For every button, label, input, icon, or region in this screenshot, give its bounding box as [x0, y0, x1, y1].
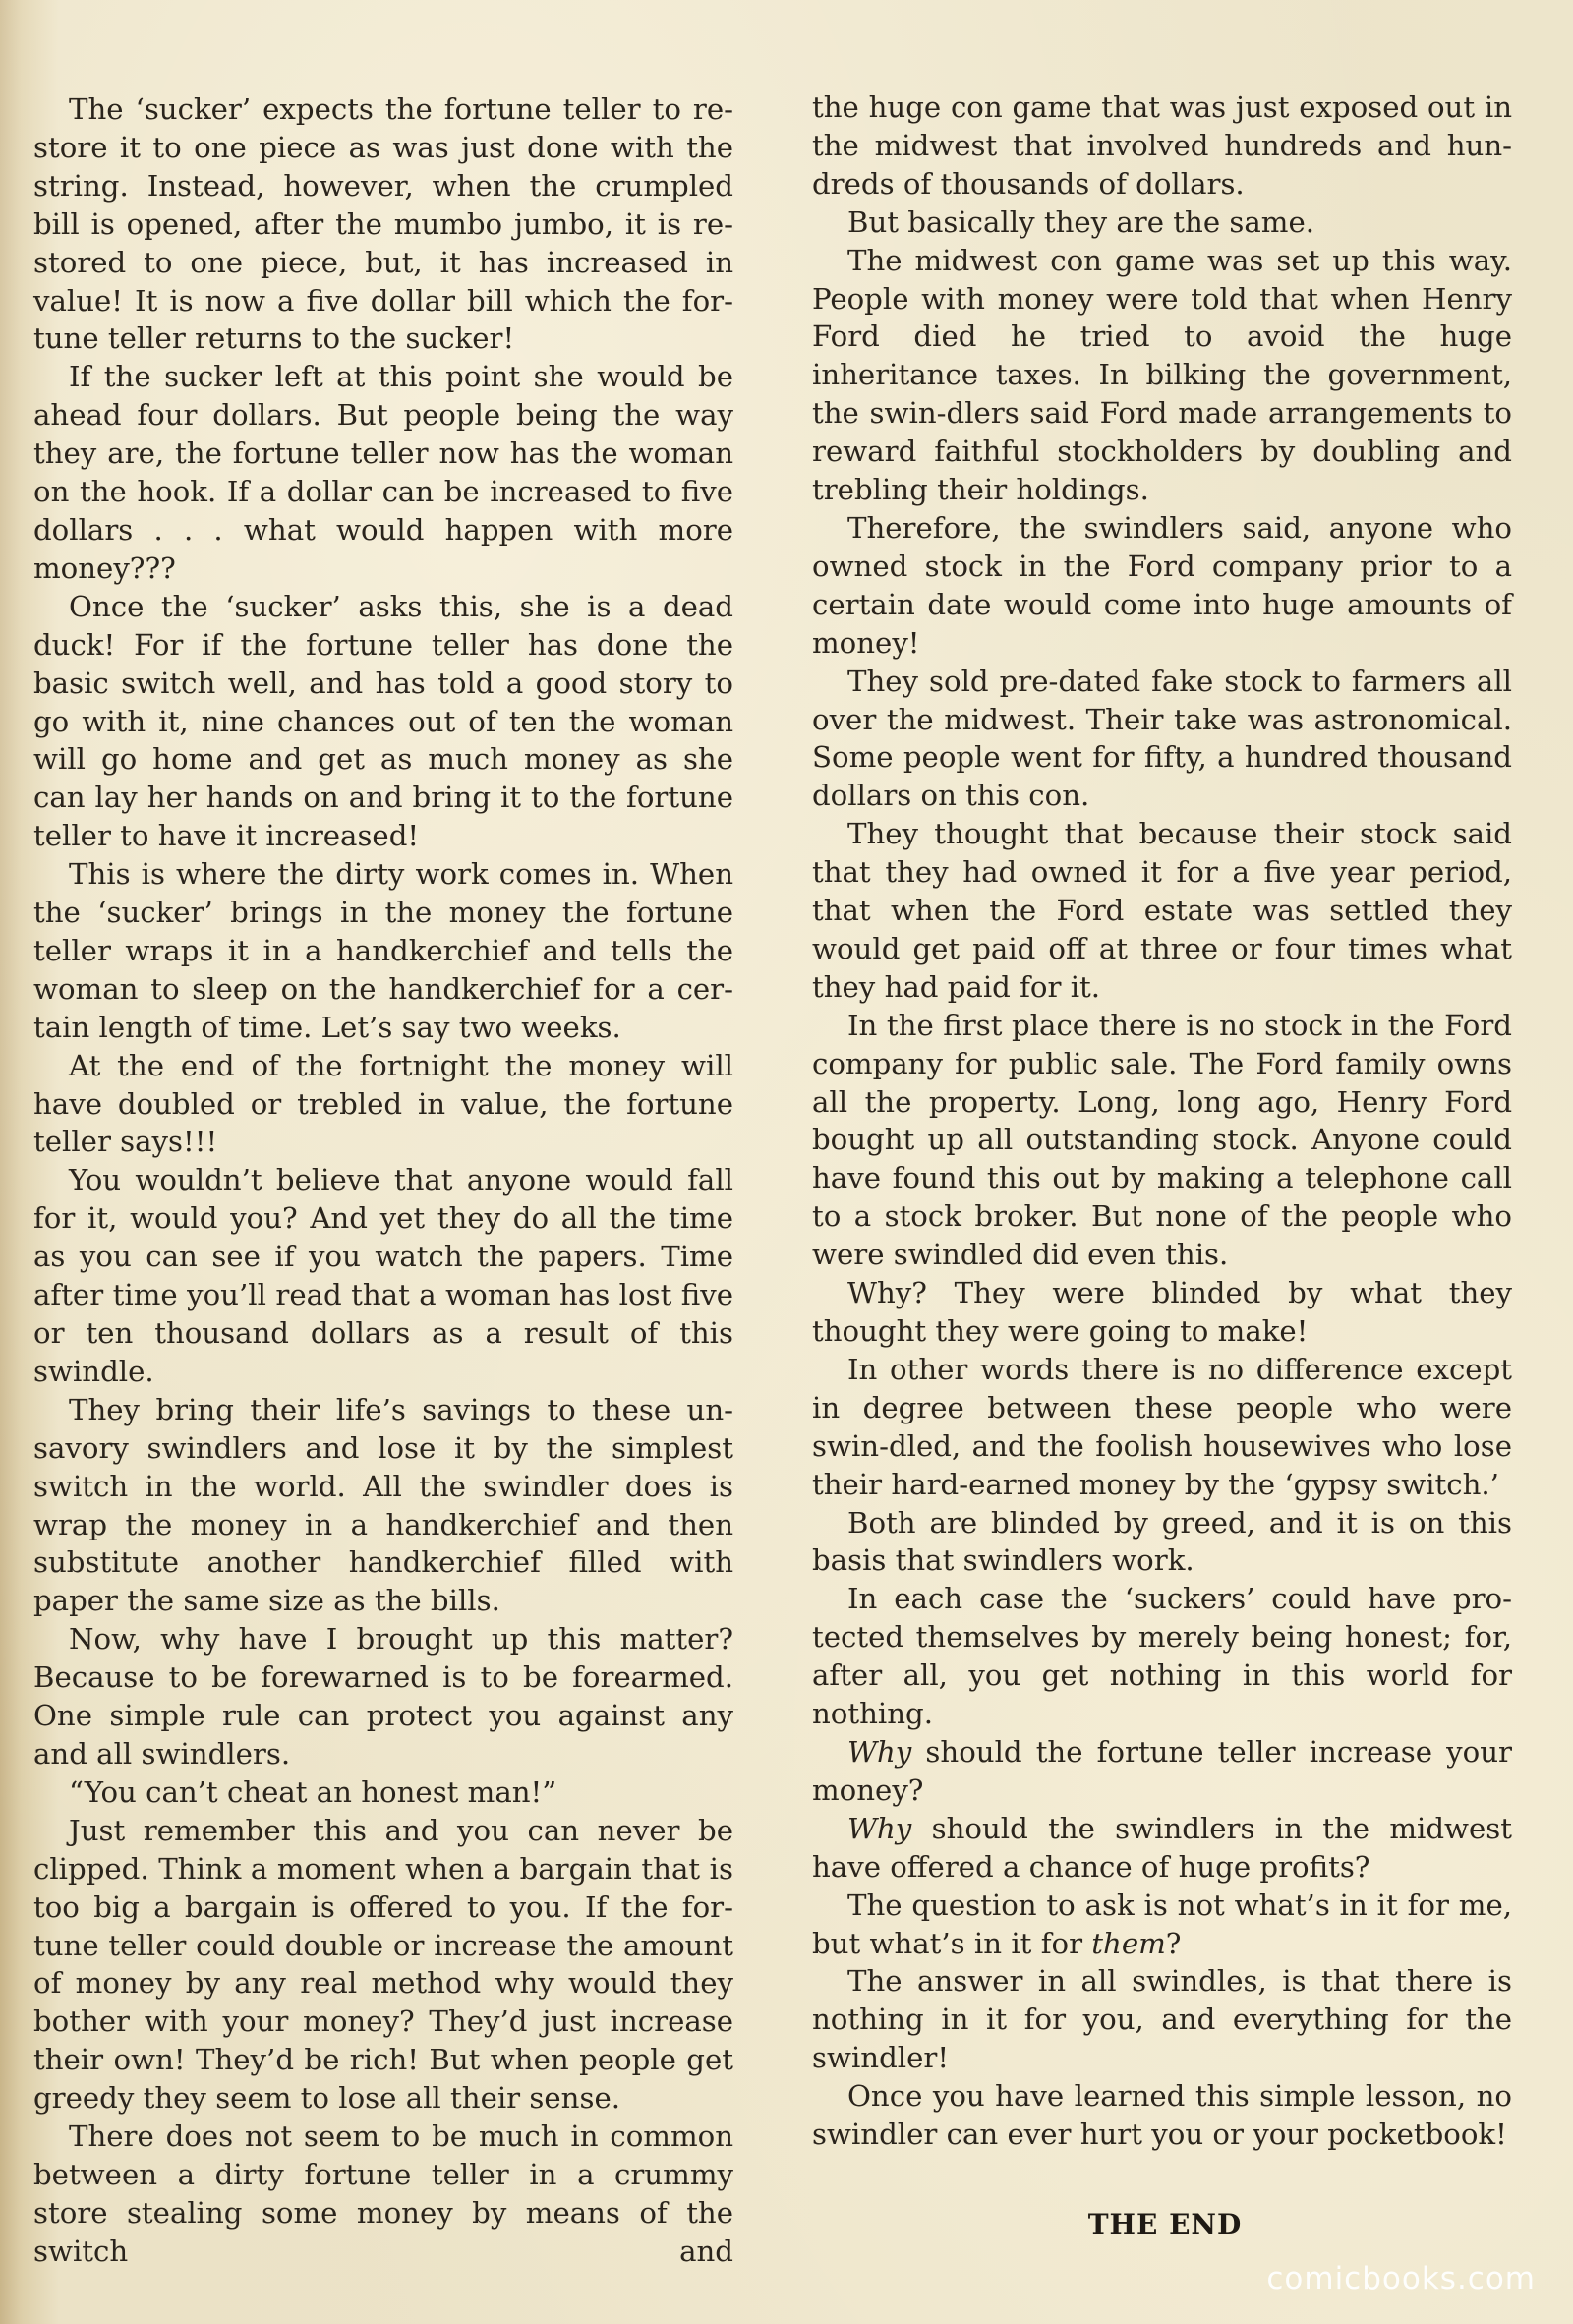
paragraph-text: ?: [1165, 1926, 1182, 1960]
paragraph-text: should the swindlers in the midwest have offered a chance of huge profits?: [812, 1811, 1512, 1884]
the-end-label: THE END: [1087, 2208, 1243, 2240]
paragraph-italic-lead: [812, 1810, 1512, 1887]
left-column: [33, 90, 733, 2271]
paragraph: They sold pre-dated fake stock to farmers all over the midwest. Their take was astronomical. Some people went for fifty, a hundred thousand dollars on this con.: [812, 664, 1512, 813]
paragraph: The answer in all swindles, is that there is nothing in it for you, and everything for the swindler!: [812, 1964, 1512, 2075]
italic-word: them: [1091, 1926, 1166, 1960]
paragraph-italic-end: [812, 1887, 1512, 1963]
italic-word: Why: [847, 1734, 912, 1769]
paragraph: At the end of the fortnight the money will have doubled or trebled in value, the fortune teller says!!!: [33, 1048, 733, 1159]
site-watermark: comicbooks.com: [1266, 2261, 1536, 2296]
paragraph: Once you have learned this simple lesson, no swindler can ever hurt you or your pocketbook!: [812, 2079, 1512, 2152]
paragraph: They bring their life’s savings to these un-savory swindlers and lose it by the simplest switch in the world. All the swindler does is wrap the money in a handkerchief and then substitute another handkerchief filled with paper the same size as the bills.: [33, 1392, 733, 1618]
paragraph: The midwest con game was set up this way. People with money were told that when Henry Ford died he tried to avoid the huge inheritance taxes. In bilking the government, the swin-dlers said Ford made arrangements to reward faithful stockholders by doubling and trebling their holdings.: [812, 243, 1512, 507]
paragraph: You wouldn’t believe that anyone would fall for it, would you? And yet they do all the time as you can see if you watch the papers. Time after time you’ll read that a woman has lost five or ten thousand dollars as a result of this swindle.: [33, 1163, 733, 1388]
paragraph-text: The question to ask is not what’s in it for me, but what’s in it for: [812, 1888, 1512, 1960]
paragraph-continues: There does not seem to be much in common between a dirty fortune teller in a crummy store stealing some money by means of the switch and: [33, 2120, 733, 2268]
italic-word: Why: [847, 1811, 912, 1845]
right-column: [812, 88, 1512, 2154]
paragraph: But basically they are the same.: [847, 204, 1314, 239]
paragraph: Now, why have I brought up this matter? Because to be forewarned is to be forearmed. One simple rule can protect you against any and all swindlers.: [33, 1622, 733, 1771]
paragraph: The ‘sucker’ expects the fortune teller to re-store it to one piece as was just done with the string. Instead, however, when the crumpled bill is opened, after the mumbo jumbo, it is re-stored to one piece, but, it has increased in value! It is now a five dollar bill which the for-tune teller returns to the sucker!: [33, 92, 733, 356]
paragraph: Once the ‘sucker’ asks this, she is a dead duck! For if the fortune teller has done the basic switch well, and has told a good story to go with it, nine chances out of ten the woman will go home and get as much money as she can lay her hands on and bring it to the fortune teller to have it increased!: [33, 589, 733, 853]
paragraph: Why? They were blinded by what they thought they were going to make!: [812, 1276, 1512, 1348]
paragraph: Just remember this and you can never be clipped. Think a moment when a bargain that is too big a bargain is offered to you. If the for-tune teller could double or increase the amount of money by any real method why would they bother with your money? They’d just increase their own! They’d be rich! But when people get greedy they seem to lose all their sense.: [33, 1813, 733, 2116]
paragraph: In the first place there is no stock in the Ford company for public sale. The Ford family owns all the property. Long, long ago, Henry Ford bought up all outstanding stock. Anyone could have found this out by making a telephone call to a stock broker. But none of the people who were swindled did even this.: [812, 1008, 1512, 1272]
paragraph: In other words there is no difference except in degree between these people who were swin-dled, and the foolish housewives who lose their hard-earned money by the ‘gypsy switch.’: [812, 1352, 1512, 1501]
paragraph: Therefore, the swindlers said, anyone who owned stock in the Ford company prior to a certain date would come into huge amounts of money!: [812, 510, 1512, 660]
paragraph: This is where the dirty work comes in. When the ‘sucker’ brings in the money the fortune teller wraps it in a handkerchief and tells the woman to sleep on the handkerchief for a cer-tain length of time. Let’s say two weeks.: [33, 857, 733, 1044]
paragraph-text: should the fortune teller increase your money?: [812, 1734, 1512, 1807]
paragraph: They thought that because their stock said that they had owned it for a five year period, that when the Ford estate was settled they would get paid off at three or four times what they had paid for it.: [812, 817, 1512, 1004]
paragraph-italic-lead: [812, 1733, 1512, 1810]
paragraph: In each case the ‘suckers’ could have pro-tected themselves by merely being honest; for, after all, you get nothing in this world for nothing.: [812, 1582, 1512, 1731]
paragraph: If the sucker left at this point she would be ahead four dollars. But people being the way they are, the fortune teller now has the woman on the hook. If a dollar can be increased to five dollars . . . what would happen with more money???: [33, 360, 733, 585]
paragraph: Both are blinded by greed, and it is on this basis that swindlers work.: [812, 1505, 1512, 1578]
quote-paragraph: “You can’t cheat an honest man!”: [69, 1774, 557, 1809]
paragraph-continued: the huge con game that was just exposed out in the midwest that involved hundreds and hun-dreds of thousands of dollars.: [812, 90, 1512, 201]
